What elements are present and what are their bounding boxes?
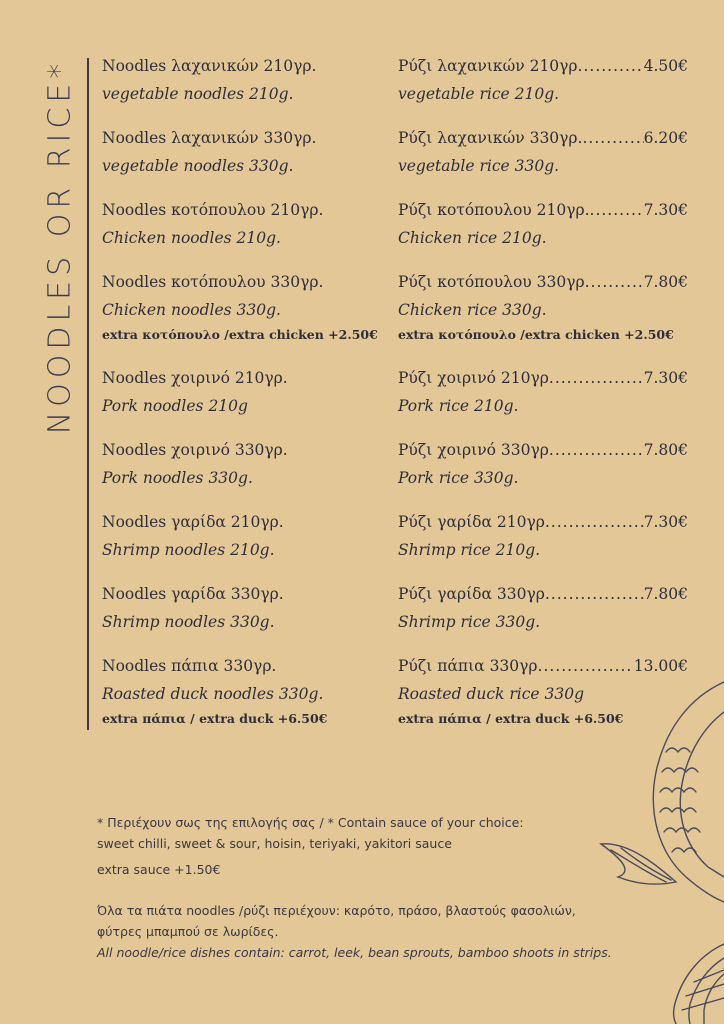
menu-item [398, 268, 688, 346]
item-extra: extra πάπια / extra duck +6.50€ [398, 711, 624, 726]
leader-dots [545, 580, 644, 608]
leader-dots [578, 52, 644, 80]
leader-dots [549, 436, 644, 464]
item-english: Chicken rice 210g. [398, 229, 547, 247]
menu-item [398, 508, 688, 564]
item-english: Shrimp noodles 210g. [102, 541, 275, 559]
item-name-row [398, 268, 688, 296]
contains-greek-cont: φύτρες μπαμπού σε λωρίδες. [97, 924, 279, 939]
divider-line [87, 58, 89, 730]
sauce-note: * Περιέχουν σως της επιλογής σας / * Contain sauce of your choice: [97, 815, 524, 830]
item-name-row [398, 124, 688, 152]
item-price: 7.80€ [643, 441, 688, 459]
menu-item [398, 364, 688, 420]
item-price: 4.50€ [643, 57, 688, 75]
item-name: Noodles κοτόπουλου 330γρ. [102, 273, 324, 291]
item-english: vegetable noodles 210g. [102, 85, 294, 103]
item-english: Shrimp noodles 330g. [102, 613, 275, 631]
item-name: Ρύζι λαχανικών 210γρ [398, 57, 578, 75]
item-name-row [398, 436, 688, 464]
shell-icon [662, 940, 724, 1024]
item-english: Chicken noodles 210g. [102, 229, 281, 247]
item-name: Noodles λαχανικών 330γρ. [102, 129, 317, 147]
item-english: Shrimp rice 210g. [398, 541, 541, 559]
item-english: Chicken noodles 330g. [102, 301, 281, 319]
item-name: Noodles γαρίδα 330γρ. [102, 585, 284, 603]
item-name: Ρύζι λαχανικών 330γρ. [398, 129, 583, 147]
menu-item [398, 196, 688, 252]
item-name: Noodles κοτόπουλου 210γρ. [102, 201, 324, 219]
item-name: Ρύζι κοτόπουλου 330γρ [398, 273, 585, 291]
leader-dots [590, 196, 644, 224]
menu-item [102, 364, 392, 420]
leader-dots [545, 508, 644, 536]
item-price: 7.80€ [643, 273, 688, 291]
leader-dots [582, 124, 643, 152]
section-title-text: NOODLES OR RICE* [42, 58, 78, 434]
sauce-list: sweet chilli, sweet & sour, hoisin, teriyaki, yakitori sauce [97, 836, 452, 851]
section-title [40, 60, 80, 432]
item-extra: extra κοτόπουλο /extra chicken +2.50€ [398, 327, 674, 342]
item-name-row [398, 52, 688, 80]
leader-dots [549, 364, 644, 392]
item-english: Pork noodles 210g [102, 397, 248, 415]
item-name: Noodles πάπια 330γρ. [102, 657, 277, 675]
item-price: 7.80€ [643, 585, 688, 603]
item-english: vegetable rice 210g. [398, 85, 560, 103]
item-price: 13.00€ [633, 657, 688, 675]
item-price: 7.30€ [643, 201, 688, 219]
menu-item [102, 52, 392, 108]
item-english: Pork noodles 330g. [102, 469, 253, 487]
item-extra: extra κοτόπουλο /extra chicken +2.50€ [102, 327, 378, 342]
item-name: Ρύζι πάπια 330γρ [398, 657, 538, 675]
item-price: 7.30€ [643, 369, 688, 387]
item-english: Pork rice 330g. [398, 469, 519, 487]
item-name: Noodles χοιρινό 330γρ. [102, 441, 288, 459]
item-name: Ρύζι γαρίδα 210γρ [398, 513, 545, 531]
item-name: Ρύζι χοιρινό 330γρ [398, 441, 549, 459]
item-english: vegetable noodles 330g. [102, 157, 294, 175]
menu-item [102, 196, 392, 252]
menu-item [102, 580, 392, 636]
menu-item [398, 124, 688, 180]
leader-dots [585, 268, 644, 296]
item-price: 6.20€ [643, 129, 688, 147]
item-english: Roasted duck noodles 330g. [102, 685, 324, 703]
menu-item [102, 268, 392, 346]
menu-item [398, 52, 688, 108]
item-name-row [398, 580, 688, 608]
item-extra: extra πάπια / extra duck +6.50€ [102, 711, 328, 726]
item-english: Shrimp rice 330g. [398, 613, 541, 631]
item-english: Chicken rice 330g. [398, 301, 547, 319]
item-name: Noodles χοιρινό 210γρ. [102, 369, 288, 387]
menu-item [102, 508, 392, 564]
item-price: 7.30€ [643, 513, 688, 531]
item-name-row [398, 508, 688, 536]
item-english: Pork rice 210g. [398, 397, 519, 415]
item-name: Noodles λαχανικών 210γρ. [102, 57, 317, 75]
extra-sauce: extra sauce +1.50€ [97, 862, 221, 877]
koi-fish-icon [596, 672, 724, 922]
menu-item [102, 124, 392, 180]
item-name: Ρύζι κοτόπουλου 210γρ. [398, 201, 590, 219]
menu-item [398, 580, 688, 636]
item-name: Ρύζι χοιρινό 210γρ [398, 369, 549, 387]
contains-greek: Όλα τα πιάτα noodles /ρύζι περιέχουν: καρότο, πράσο, βλαστούς φασολιών, [97, 903, 576, 918]
contains-english: All noodle/rice dishes contain: carrot, leek, bean sprouts, bamboo shoots in strips. [97, 945, 612, 960]
item-name-row [398, 196, 688, 224]
menu-item [102, 436, 392, 492]
menu-item [398, 436, 688, 492]
item-name: Noodles γαρίδα 210γρ. [102, 513, 284, 531]
item-english: vegetable rice 330g. [398, 157, 560, 175]
menu-item [102, 652, 392, 730]
item-name-row [398, 364, 688, 392]
item-name: Ρύζι γαρίδα 330γρ [398, 585, 545, 603]
menu-notes [97, 812, 677, 963]
item-english: Roasted duck rice 330g [398, 685, 585, 703]
